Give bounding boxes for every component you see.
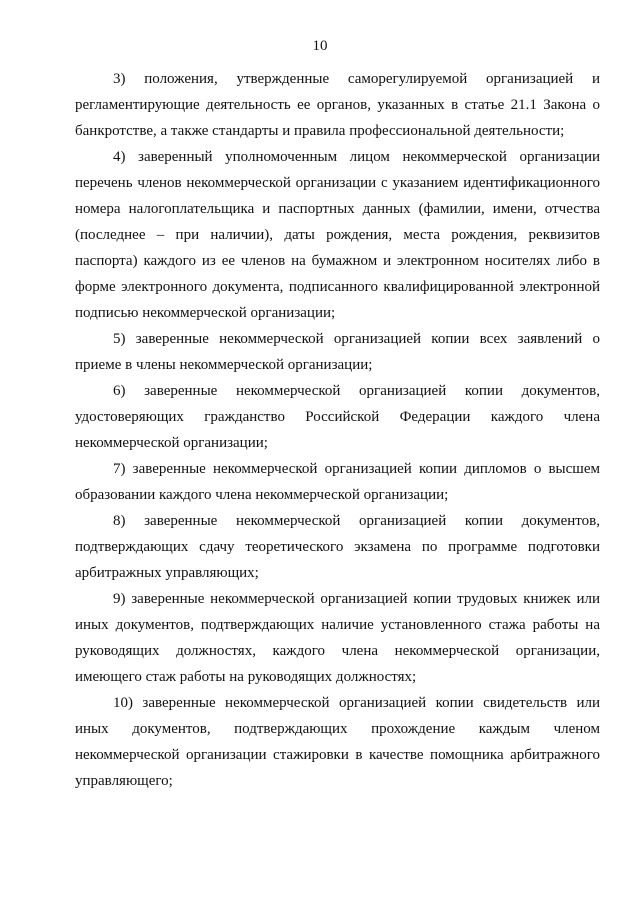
list-item-9: 9) заверенные некоммерческой организацией копии трудовых книжек или иных документов, подтверждающих наличие установленного стажа работы на руководящих должностях, каждого члена некоммерческой организации, имеющего стаж работы на руководящих должностях; (75, 591, 600, 685)
list-item-3: 3) положения, утвержденные саморегулируемой организацией и регламентирующие деятельность ее органов, указанных в статье 21.1 Закона о банкротстве, а также стандарты и правила профессиональной деятельности; (75, 71, 600, 139)
document-body (75, 66, 600, 794)
list-item-6: 6) заверенные некоммерческой организацией копии документов, удостоверяющих гражданство Российской Федерации каждого члена некоммерческой организации; (75, 383, 600, 451)
list-item-7: 7) заверенные некоммерческой организацией копии дипломов о высшем образовании каждого члена некоммерческой организации; (75, 461, 600, 503)
list-item-4: 4) заверенный уполномоченным лицом некоммерческой организации перечень членов некоммерческой организации с указанием идентификационного номера налогоплательщика и паспортных данных (фамилии, имени, отчества (последнее – при наличии), даты рождения, места рождения, реквизитов паспорта) каждого из ее членов на бумажном и электронном носителях либо в форме электронного документа, подписанного квалифицированной электронной подписью некоммерческой организации; (75, 149, 600, 321)
list-item-8: 8) заверенные некоммерческой организацией копии документов, подтверждающих сдачу теоретического экзамена по программе подготовки арбитражных управляющих; (75, 513, 600, 581)
page-number: 10 (312, 38, 328, 54)
list-item-5: 5) заверенные некоммерческой организацией копии всех заявлений о приеме в члены некоммерческой организации; (75, 331, 600, 373)
list-item-10: 10) заверенные некоммерческой организацией копии свидетельств или иных документов, подтверждающих прохождение каждым членом некоммерческой организации стажировки в качестве помощника арбитражного управляющего; (75, 695, 600, 789)
